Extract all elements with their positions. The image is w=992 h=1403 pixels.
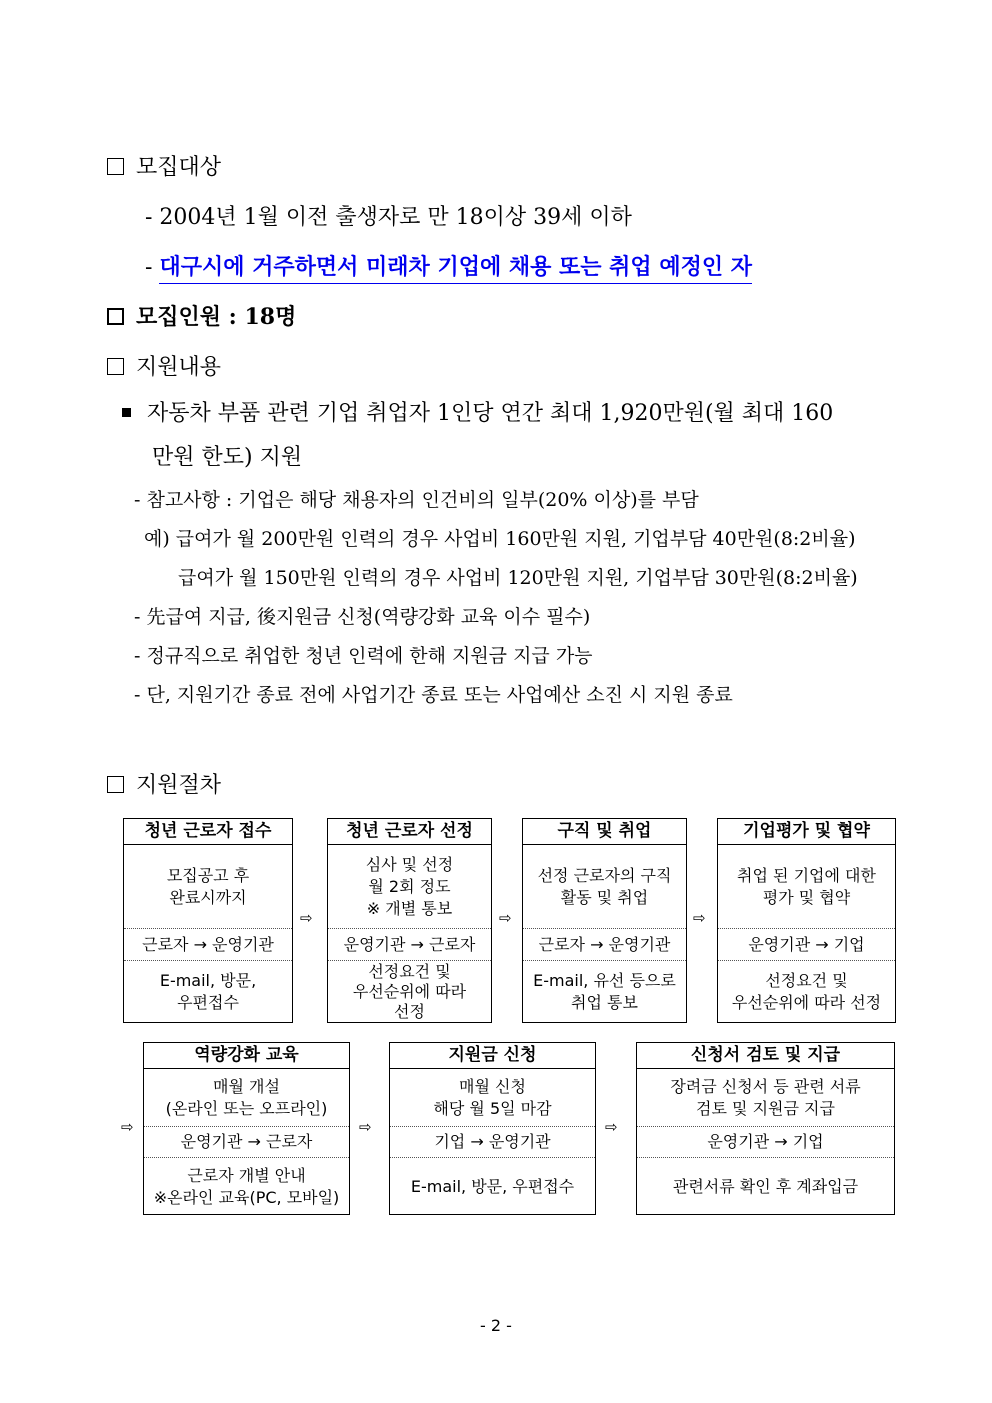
checkbox-square-icon (107, 358, 124, 375)
step-flow: 기업 → 운영기관 (390, 1127, 595, 1158)
arrow-right-icon: ⇨ (605, 1118, 618, 1136)
procedure-heading: 지원절차 (107, 768, 221, 799)
arrow-right-icon: ⇨ (693, 909, 706, 927)
step-description: 모집공고 후 완료시까지 (124, 845, 292, 929)
support-main-line1: 자동차 부품 관련 기업 취업자 1인당 연간 최대 1,920만원(월 최대 160 (122, 396, 833, 427)
step-description: 매월 신청 해당 월 5일 마감 (390, 1069, 595, 1127)
step-method: 선정요건 및 우선순위에 따라 선정 (352, 962, 467, 1021)
step-method: 관련서류 확인 후 계좌입금 (672, 1176, 859, 1196)
step-description: 장려금 신청서 등 관련 서류 검토 및 지원금 지급 (637, 1069, 894, 1127)
step-flow: 운영기관 → 기업 (718, 929, 895, 961)
step-title: 청년 근로자 선정 (328, 819, 491, 845)
step-description: 선정 근로자의 구직 활동 및 취업 (523, 845, 686, 929)
step-flow: 운영기관 → 근로자 (144, 1127, 349, 1158)
step-description: 매월 개설 (온라인 또는 오프라인) (144, 1069, 349, 1127)
step-flow: 근로자 → 운영기관 (124, 929, 292, 961)
page-number: - 2 - (480, 1316, 512, 1335)
step-method: E-mail, 유선 등으로 취업 통보 (533, 971, 676, 1012)
procedure-step-box (327, 818, 492, 1023)
step-title: 기업평가 및 협약 (718, 819, 895, 845)
step-description: 취업 된 기업에 대한 평가 및 협약 (718, 845, 895, 929)
support-note: - 단, 지원기간 종료 전에 사업기간 종료 또는 사업예산 소진 시 지원 종료 (134, 684, 733, 706)
arrow-right-icon: ⇨ (300, 909, 313, 927)
step-description: 심사 및 선정 월 2회 정도 ※ 개별 통보 (328, 845, 491, 929)
arrow-right-icon: ⇨ (359, 1118, 372, 1136)
recruit-count-heading: 모집인원 : 18명 (107, 300, 296, 331)
recruit-target-age: - 2004년 1월 이전 출생자로 만 18이상 39세 이하 (145, 205, 632, 230)
step-method: E-mail, 방문, 우편접수 (410, 1176, 575, 1196)
step-flow: 근로자 → 운영기관 (523, 929, 686, 961)
step-title: 청년 근로자 접수 (124, 819, 292, 845)
step-flow: 운영기관 → 근로자 (328, 929, 491, 961)
support-note: 예) 급여가 월 200만원 인력의 경우 사업비 160만원 지원, 기업부담 40만원(8:2비율) (144, 528, 856, 550)
bullet-square-icon (122, 408, 131, 417)
procedure-step-box (389, 1042, 596, 1215)
checkbox-square-icon (107, 776, 124, 793)
checkbox-square-icon (107, 308, 124, 325)
support-note: - 참고사항 : 기업은 해당 채용자의 인건비의 일부(20% 이상)를 부담 (134, 489, 699, 511)
recruit-target-heading: 모집대상 (107, 150, 221, 181)
recruit-target-residence: - 대구시에 거주하면서 미래차 기업에 채용 또는 취업 예정인 자 (145, 250, 752, 281)
procedure-step-box (143, 1042, 350, 1215)
procedure-step-box (717, 818, 896, 1023)
step-title: 지원금 신청 (390, 1043, 595, 1069)
support-note: 급여가 월 150만원 인력의 경우 사업비 120만원 지원, 기업부담 30만원(8:2비율) (178, 567, 858, 589)
support-heading: 지원내용 (107, 350, 221, 381)
step-method: 선정요건 및 우선순위에 따라 선정 (731, 971, 882, 1012)
step-title: 신청서 검토 및 지급 (637, 1043, 894, 1069)
step-title: 역량강화 교육 (144, 1043, 349, 1069)
step-title: 구직 및 취업 (523, 819, 686, 845)
support-note: - 先급여 지급, 後지원금 신청(역량강화 교육 이수 필수) (134, 606, 591, 628)
step-method: 근로자 개별 안내 ※온라인 교육(PC, 모바일) (153, 1165, 340, 1207)
checkbox-square-icon (107, 158, 124, 175)
procedure-step-box (123, 818, 293, 1023)
step-flow: 운영기관 → 기업 (637, 1127, 894, 1158)
arrow-right-icon: ⇨ (121, 1118, 134, 1136)
procedure-step-box (636, 1042, 895, 1215)
arrow-right-icon: ⇨ (499, 909, 512, 927)
procedure-step-box (522, 818, 687, 1023)
step-method: E-mail, 방문, 우편접수 (159, 971, 257, 1012)
support-note: - 정규직으로 취업한 청년 인력에 한해 지원금 지급 가능 (134, 645, 593, 667)
support-main-line2: 만원 한도) 지원 (152, 445, 303, 470)
